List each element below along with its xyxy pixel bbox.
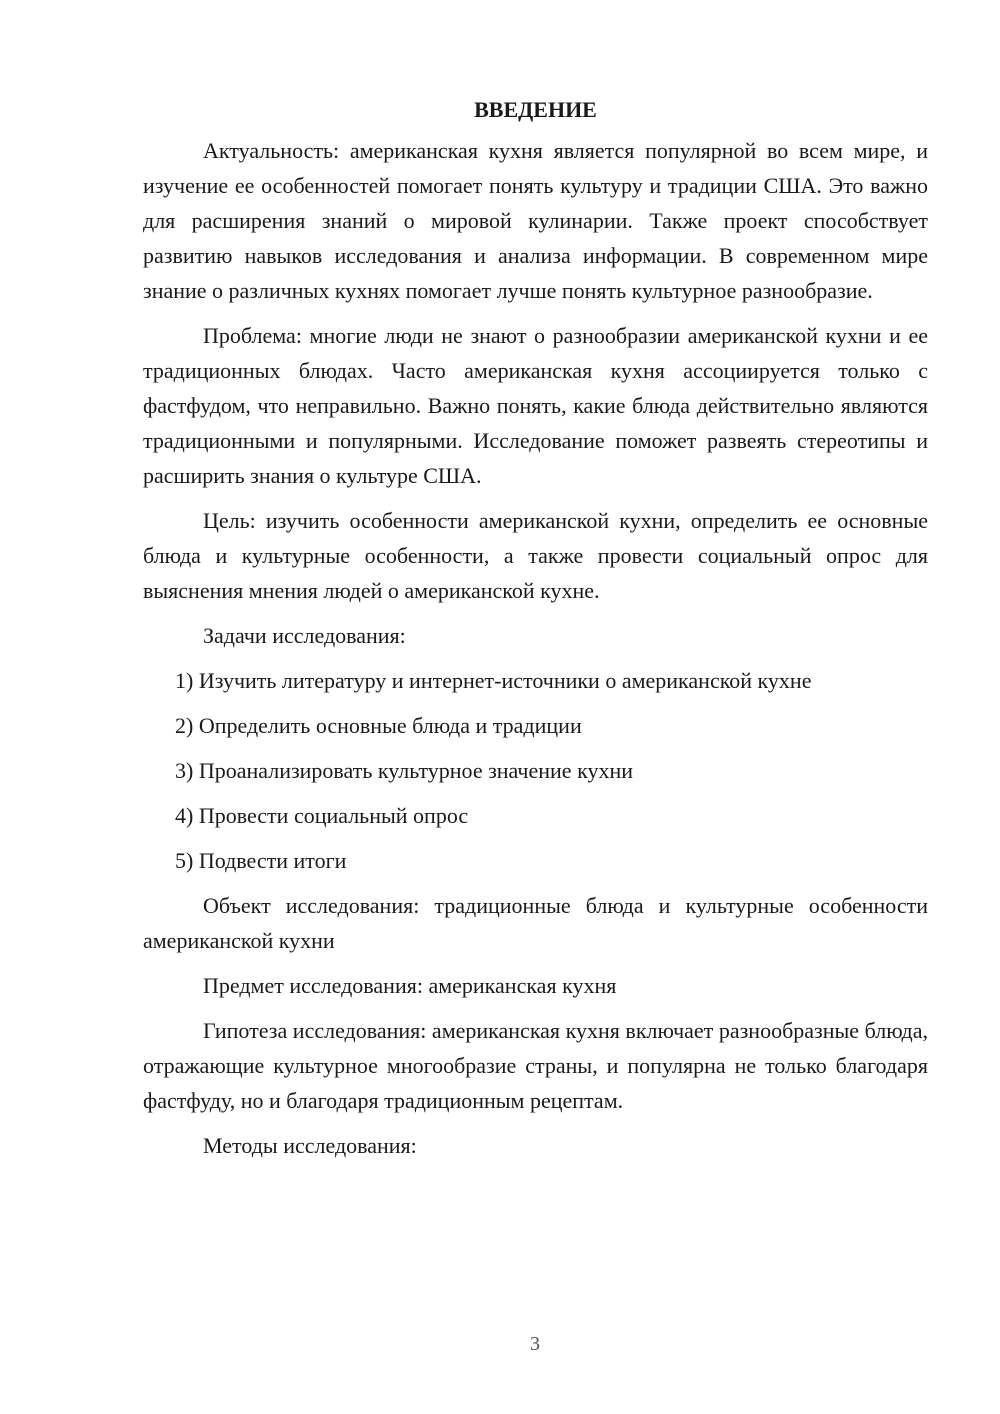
goal-paragraph: Цель: изучить особенности американской кухни, определить ее основные блюда и культурные особенности, а также провести социальный опрос для выяснения мнения людей о американской кухне. <box>143 508 928 603</box>
task-item: 1) Изучить литературу и интернет-источники о американской кухне <box>175 668 812 693</box>
page-number: 3 <box>530 1333 540 1355</box>
methods-heading: Методы исследования: <box>203 1133 417 1158</box>
document-page <box>143 92 928 1173</box>
task-item: 4) Провести социальный опрос <box>175 803 469 828</box>
task-item: 2) Определить основные блюда и традиции <box>175 713 582 738</box>
task-item: 5) Подвести итоги <box>175 848 347 873</box>
task-item: 3) Проанализировать культурное значение кухни <box>175 758 633 783</box>
page-title: ВВЕДЕНИЕ <box>474 97 597 122</box>
hypothesis-paragraph: Гипотеза исследования: американская кухня включает разнообразные блюда, отражающие культурное многообразие страны, и популярна не только благодаря фастфуду, но и благодаря традиционным рецептам. <box>143 1018 928 1113</box>
problem-paragraph: Проблема: многие люди не знают о разнообразии американской кухни и ее традиционных блюдах. Часто американская кухня ассоциируется только с фастфудом, что неправильно. Важно понять, какие блюда действительно являются традиционными и популярными. Исследование поможет развеять стереотипы и расширить знания о культуре США. <box>143 323 928 488</box>
relevance-paragraph: Актуальность: американская кухня является популярной во всем мире, и изучение ее особенностей помогает понять культуру и традиции США. Это важно для расширения знаний о мировой кулинарии. Также проект способствует развитию навыков исследования и анализа информации. В современном мире знание о различных кухнях помогает лучше понять культурное разнообразие. <box>143 138 928 303</box>
tasks-list <box>143 663 928 878</box>
object-paragraph: Объект исследования: традиционные блюда и культурные особенности американской кухни <box>143 893 928 953</box>
tasks-heading: Задачи исследования: <box>203 623 406 648</box>
subject-paragraph: Предмет исследования: американская кухня <box>203 973 617 998</box>
